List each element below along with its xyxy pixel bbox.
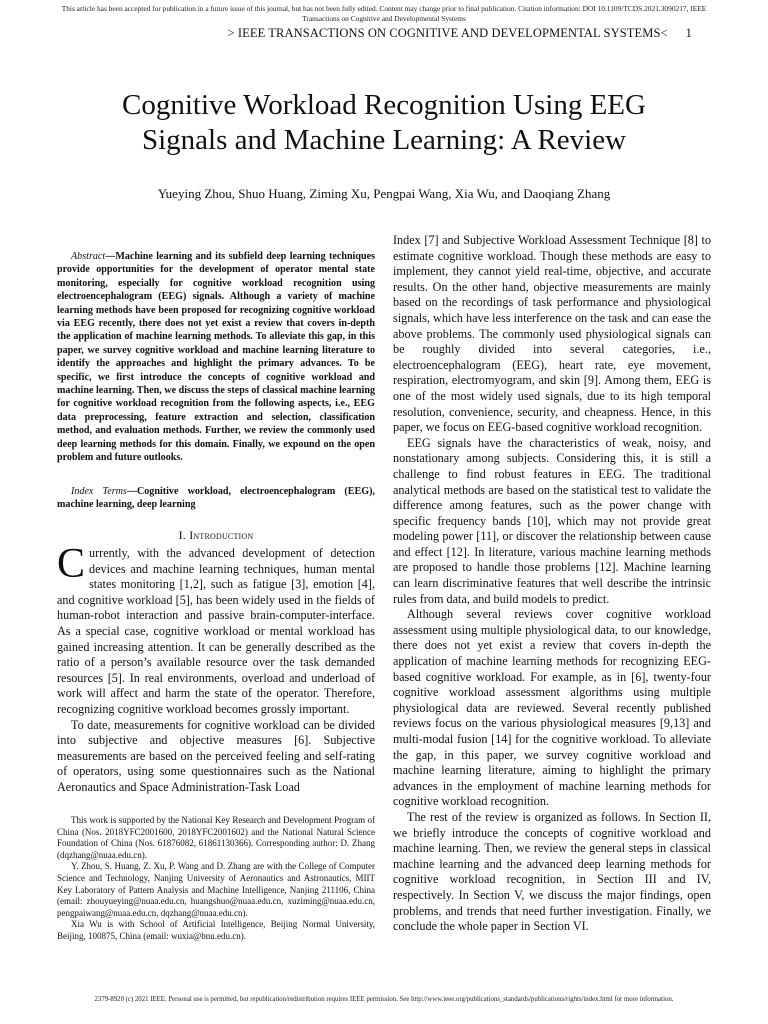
footnotes (57, 815, 375, 943)
title-line-2: Signals and Machine Learning: A Review (141, 124, 627, 156)
introduction-text (57, 541, 375, 796)
right-column-text (393, 233, 711, 935)
running-head (227, 26, 710, 41)
publication-notice-line1: This article has been accepted for publication in a future issue of this journal, but has not been fully edited. Content may change prior to final publication. Citation information: DOI 10.1109/TCDS.2021.3090217, IEEE (61, 4, 707, 13)
page-number: 1 (685, 26, 692, 40)
index-terms (57, 485, 375, 512)
right-paragraph-2: EEG signals have the characteristics of weak, noisy, and nonstationary among subjects. Considering this, it is still a challenge to find robust features in EEG. The traditional analytical methods are based on the statistical test to validate the difference among features, such as the power change with specific frequency bands [10], which may not provide great modeling power [11], or discover the relationship between cause and effect [12]. In literature, various machine learning methods are proposed to handle those problems [12]. Machine learning can learn discriminative features that well describe the intrinsic rules from data, and build models to predict. (393, 435, 711, 606)
right-paragraph-3: Although several reviews cover cognitive workload assessment using multiple physiological data, to our knowledge, there does not yet exist a review that covers in-depth the application of machine learning methods for recognizing EEG-based cognitive workload. For example, as in [6], twenty-four cognitive workload assessment algorithms using multiple physiological data are reviewed. Several recently published reviews focus on the various physiological measures [9,13] and multi-modal fusion [14] for the cognitive workload. To alleviate the gap, in this paper, we survey cognitive workload and machine learning literature, aiming to highlight the primary advances in the employment of machine learning methods for cognitive workload recognition. (393, 607, 711, 809)
index-terms-text: —Cognitive workload, electroencephalogram (EEG), machine learning, deep learning (57, 486, 375, 511)
author-list: Yueying Zhou, Shuo Huang, Ziming Xu, Pengpai Wang, Xia Wu, and Daoqiang Zhang (157, 186, 611, 201)
footnote-affiliation-2: Xia Wu is with School of Artificial Intelligence, Beijing Normal University, Beijing, 100875, China (email: wuxia@bnu.edu.cn). (57, 919, 375, 941)
abstract-text: —Machine learning and its subfield deep learning techniques provide opportunities for the development of operator mental state monitoring, especially for cognitive workload recognition using electroencephalogram (EEG) signals. Although a variety of machine learning methods have been proposed for recognizing cognitive workload via EEG recently, there does not yet exist a review that covers in-depth the application of machine learning methods. To alleviate this gap, in this paper, we survey cognitive workload and machine learning literature to identify the approaches and highlight the primary advances. To be specific, we first introduce the concepts of cognitive workload and machine learning. Then, we discuss the steps of classical machine learning for cognitive workload recognition from the following aspects, i.e., EEG data preprocessing, feature extraction and selection, classification method, and evaluation methods. Further, we review the commonly used deep learning methods for this domain. Finally, we expound on the open problem and future outlooks. (57, 251, 375, 464)
footnote-affiliation-1: Y. Zhou, S. Huang, Z. Xu, P. Wang and D. Zhang are with the College of Computer Science and Technology, Nanjing University of Aeronautics and Astronautics, MIIT Key Laboratory of Pattern Analysis and Machine Intelligence, Nanjing 211106, China (email: zhouyueying@nuaa.edu.cn, huangshuo@nuaa.edu.cn, xuziming@nuaa.edu.cn, pengpaiwang@nuaa.edu.cn, dqzhang@nuaa.edu.cn). (57, 861, 375, 918)
publication-notice (20, 4, 748, 24)
journal-name: > IEEE TRANSACTIONS ON COGNITIVE AND DEVELOPMENTAL SYSTEMS< (227, 26, 668, 40)
copyright-notice: 2379-8920 (c) 2021 IEEE. Personal use is permitted, but republication/redistribution requires IEEE permission. See http://www.ieee.org/publications_standards/publications/rights/index.html for more information. (94, 996, 674, 1003)
abstract-label: Abstract (71, 251, 106, 262)
drop-cap: C (57, 541, 86, 587)
title-line-1: Cognitive Workload Recognition Using EEG (122, 89, 646, 121)
abstract (57, 250, 375, 465)
index-terms-label: Index Terms (71, 486, 127, 497)
section-heading-introduction: I. Introduction (178, 528, 254, 542)
publication-notice-line2: Transactions on Cognitive and Developmental Systems (302, 14, 466, 23)
right-paragraph-1: Index [7] and Subjective Workload Assessment Technique [8] to estimate cognitive workload. Though these methods are easy to implement, they cannot yield real-time, objective, and accurate results. On the other hand, objective measurements are mainly based on the recordings of task performance and physiological signals, which have less interference on the task and can ease the above problems. The commonly used physiological signals can be roughly divided into several categories, i.e., electroencephalogram (EEG), heart rate, eye movement, respiration, electromyogram, and skin [9]. Among them, EEG is one of the most widely used signals, due to its high temporal resolution, convenience, security, and cheapness. Hence, in this paper, we focus on EEG-based cognitive workload recognition. (393, 233, 711, 435)
footnote-funding: This work is supported by the National Key Research and Development Program of China (Nos. 2018YFC2001600, 2018YFC2001602) and the National Natural Science Foundation of China (Nos. 61876082, 61861130366). Corresponding author: D. Zhang (dqzhang@nuaa.edu.cn). (57, 815, 375, 860)
intro-paragraph-2: To date, measurements for cognitive workload can be divided into subjective and objective measures [6]. Subjective measurements are based on the perceived feeling and self-rating of operators, using some questionnaires such as the National Aeronautics and Space Administration-Task Load (57, 717, 375, 794)
intro-paragraph-1: Currently, with the advanced development of detection devices and machine learning techniques, human mental states monitoring [1,2], such as fatigue [3], emotion [4], and cognitive workload [5], has been widely used in the fields of human-robot interaction and passive brain-computer-interface. As a special case, cognitive workload or mental workload has gained increasing attention. It can be generally described as the ratio of a person’s available resource over the task demanded resources [5]. In real environments, overload and underload of work will affect and harm the state of the operator. Therefore, recognizing cognitive workload becomes grossly important. (57, 541, 375, 716)
right-paragraph-4: The rest of the review is organized as follows. In Section II, we briefly introduce the concepts of cognitive workload and machine learning. Then, we review the general steps in classical machine learning and the advanced deep learning methods for cognitive workload recognition, in Section III and IV, respectively. In Section V, we discuss the major findings, open problems, and trends that need further investigation. Finally, we conclude the whole paper in Section VI. (393, 809, 711, 934)
paper-title (60, 88, 708, 158)
